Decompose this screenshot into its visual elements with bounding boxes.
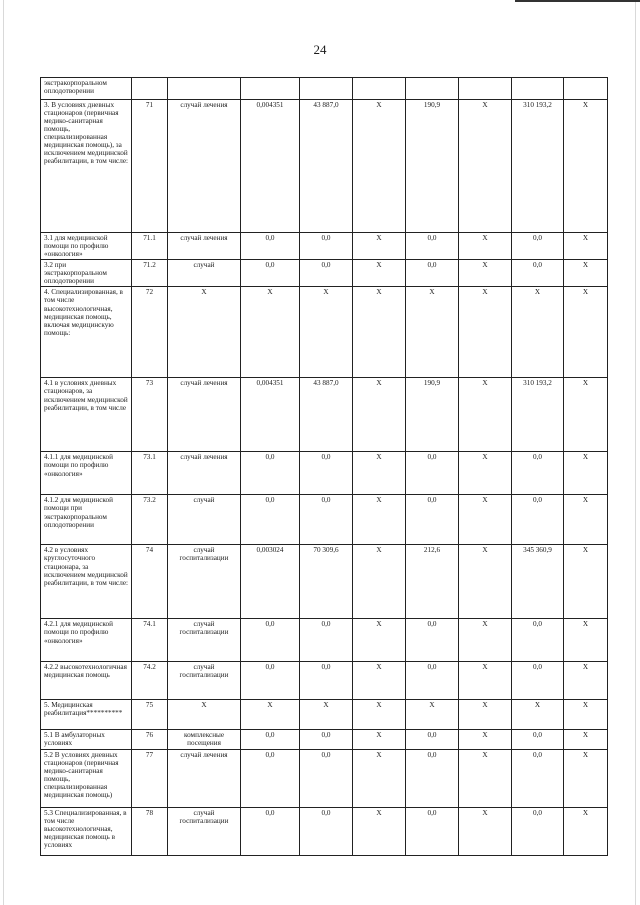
cell-value-4: 190,9	[406, 378, 459, 452]
cell-code: 73.1	[132, 452, 168, 495]
cell-name: 4.2 в условиях круглосуточного стационара, за исключением медицинской реабилитации, в том числе:	[41, 545, 132, 619]
cell-code: 76	[132, 730, 168, 749]
cell-name: 5.1 В амбулаторных условиях	[41, 730, 132, 749]
cell-unit: случай госпитализации	[168, 807, 241, 855]
cell-value-6	[512, 78, 564, 100]
cell-value-1: X	[241, 287, 300, 378]
cell-value-2: 0,0	[300, 452, 353, 495]
cell-value-5: X	[459, 545, 512, 619]
cell-unit	[168, 78, 241, 100]
cell-value-6: 0,0	[512, 749, 564, 807]
cell-value-5	[459, 78, 512, 100]
cell-value-7: X	[564, 662, 608, 700]
cell-value-5: X	[459, 749, 512, 807]
cell-value-4: 0,0	[406, 662, 459, 700]
cell-name: 5.3 Специализированная, в том числе высокотехнологичная, медицинская помощь в условиях	[41, 807, 132, 855]
cell-value-5: X	[459, 730, 512, 749]
cell-value-6: 0,0	[512, 730, 564, 749]
cell-value-4: X	[406, 287, 459, 378]
table-row	[41, 730, 608, 749]
cell-value-1: 0,004351	[241, 378, 300, 452]
cell-value-7: X	[564, 700, 608, 730]
table-row	[41, 287, 608, 378]
cell-unit: случай лечения	[168, 452, 241, 495]
cell-code: 71.1	[132, 233, 168, 260]
cell-value-4: 0,0	[406, 233, 459, 260]
cell-value-2: 0,0	[300, 495, 353, 545]
cell-unit: случай лечения	[168, 378, 241, 452]
cell-name: 4.1.2 для медицинской помощи при экстракорпоральном оплодотворении	[41, 495, 132, 545]
cell-value-4: 0,0	[406, 619, 459, 662]
cell-name: 5.2 В условиях дневных стационаров (первичная медико-санитарная помощь, специализированная медицинская помощь)	[41, 749, 132, 807]
cell-value-4: 0,0	[406, 749, 459, 807]
cell-name: 4.1 в условиях дневных стационаров, за исключением медицинской реабилитации, в том числе	[41, 378, 132, 452]
cell-code: 72	[132, 287, 168, 378]
cell-value-4	[406, 78, 459, 100]
table-row	[41, 700, 608, 730]
cell-name: 5. Медицинская реабилитация**********	[41, 700, 132, 730]
cell-value-7: X	[564, 287, 608, 378]
cell-value-4: 0,0	[406, 807, 459, 855]
cell-unit: случай госпитализации	[168, 545, 241, 619]
cell-value-7: X	[564, 495, 608, 545]
cell-unit: X	[168, 287, 241, 378]
financing-table	[40, 77, 608, 856]
cell-value-7: X	[564, 730, 608, 749]
cell-value-6: 345 360,9	[512, 545, 564, 619]
cell-value-3: X	[353, 378, 406, 452]
cell-name: 4.2.1 для медицинской помощи по профилю «онкология»	[41, 619, 132, 662]
cell-value-4: 0,0	[406, 495, 459, 545]
cell-value-1: 0,0	[241, 807, 300, 855]
cell-value-3: X	[353, 662, 406, 700]
table-row	[41, 452, 608, 495]
cell-value-4: 212,6	[406, 545, 459, 619]
cell-value-3: X	[353, 233, 406, 260]
cell-value-1: 0,004351	[241, 100, 300, 233]
cell-value-5: X	[459, 619, 512, 662]
cell-value-5: X	[459, 233, 512, 260]
cell-value-1: 0,0	[241, 730, 300, 749]
cell-code: 73.2	[132, 495, 168, 545]
cell-value-3: X	[353, 545, 406, 619]
cell-code: 73	[132, 378, 168, 452]
cell-value-3	[353, 78, 406, 100]
cell-value-2: 0,0	[300, 233, 353, 260]
cell-code	[132, 78, 168, 100]
cell-name: 4. Специализированная, в том числе высокотехнологичная, медицинская помощь, включая медицинскую помощь:	[41, 287, 132, 378]
cell-unit: случай лечения	[168, 233, 241, 260]
cell-unit: случай	[168, 495, 241, 545]
cell-code: 71	[132, 100, 168, 233]
cell-value-3: X	[353, 260, 406, 287]
cell-value-6: 310 193,2	[512, 378, 564, 452]
cell-value-3: X	[353, 807, 406, 855]
cell-value-6: 0,0	[512, 452, 564, 495]
cell-value-2: X	[300, 700, 353, 730]
cell-value-2: 0,0	[300, 730, 353, 749]
cell-unit: комплексные посещения	[168, 730, 241, 749]
cell-unit: случай лечения	[168, 100, 241, 233]
cell-value-2: 0,0	[300, 749, 353, 807]
cell-value-5: X	[459, 495, 512, 545]
cell-value-5: X	[459, 100, 512, 233]
cell-value-1: X	[241, 700, 300, 730]
cell-value-2: X	[300, 287, 353, 378]
cell-value-7: X	[564, 100, 608, 233]
cell-unit: случай госпитализации	[168, 619, 241, 662]
cell-value-6: 0,0	[512, 260, 564, 287]
cell-value-7	[564, 78, 608, 100]
table-body	[41, 78, 608, 856]
cell-value-6: 0,0	[512, 495, 564, 545]
cell-value-2: 43 887,0	[300, 100, 353, 233]
cell-name: экстракорпоральном оплодотворении	[41, 78, 132, 100]
cell-value-7: X	[564, 260, 608, 287]
cell-value-1: 0,0	[241, 452, 300, 495]
page-edge-left	[3, 0, 4, 905]
cell-name: 3.2 при экстракорпоральном оплодотворении	[41, 260, 132, 287]
cell-value-2: 0,0	[300, 807, 353, 855]
cell-unit: X	[168, 700, 241, 730]
cell-name: 4.2.2 высокотехнологичная медицинская помощь	[41, 662, 132, 700]
cell-value-4: 190,9	[406, 100, 459, 233]
cell-value-1: 0,0	[241, 619, 300, 662]
cell-name: 4.1.1 для медицинской помощи по профилю «онкология»	[41, 452, 132, 495]
cell-value-4: 0,0	[406, 730, 459, 749]
cell-value-3: X	[353, 619, 406, 662]
cell-value-6: 0,0	[512, 233, 564, 260]
cell-value-7: X	[564, 619, 608, 662]
cell-value-2: 70 309,6	[300, 545, 353, 619]
cell-value-6: X	[512, 700, 564, 730]
cell-value-5: X	[459, 700, 512, 730]
table-row	[41, 619, 608, 662]
cell-value-7: X	[564, 807, 608, 855]
cell-code: 74.1	[132, 619, 168, 662]
page-edge-right	[635, 0, 636, 905]
cell-value-6: 0,0	[512, 662, 564, 700]
scan-corner-mark	[515, 0, 640, 6]
cell-value-2: 0,0	[300, 619, 353, 662]
cell-value-3: X	[353, 287, 406, 378]
cell-value-1: 0,0	[241, 260, 300, 287]
cell-value-2: 0,0	[300, 260, 353, 287]
cell-value-3: X	[353, 495, 406, 545]
cell-value-5: X	[459, 378, 512, 452]
page-number: 24	[313, 42, 327, 57]
cell-value-5: X	[459, 662, 512, 700]
cell-value-4: 0,0	[406, 260, 459, 287]
cell-code: 74.2	[132, 662, 168, 700]
table-row	[41, 807, 608, 855]
cell-name: 3.1 для медицинской помощи по профилю «онкология»	[41, 233, 132, 260]
cell-value-7: X	[564, 749, 608, 807]
table-row	[41, 260, 608, 287]
table-row	[41, 495, 608, 545]
cell-value-2	[300, 78, 353, 100]
cell-value-3: X	[353, 452, 406, 495]
cell-value-6: 0,0	[512, 807, 564, 855]
cell-value-1: 0,0	[241, 233, 300, 260]
cell-value-1: 0,0	[241, 495, 300, 545]
cell-value-1: 0,0	[241, 662, 300, 700]
cell-value-1	[241, 78, 300, 100]
table-row	[41, 545, 608, 619]
cell-value-7: X	[564, 452, 608, 495]
table-row	[41, 662, 608, 700]
table-row	[41, 233, 608, 260]
cell-code: 77	[132, 749, 168, 807]
cell-unit: случай	[168, 260, 241, 287]
cell-value-1: 0,0	[241, 749, 300, 807]
cell-value-3: X	[353, 100, 406, 233]
table-row	[41, 749, 608, 807]
cell-code: 75	[132, 700, 168, 730]
cell-value-5: X	[459, 807, 512, 855]
cell-value-2: 0,0	[300, 662, 353, 700]
cell-value-4: 0,0	[406, 452, 459, 495]
cell-value-6: X	[512, 287, 564, 378]
cell-value-2: 43 887,0	[300, 378, 353, 452]
table-row	[41, 78, 608, 100]
cell-value-4: X	[406, 700, 459, 730]
cell-code: 74	[132, 545, 168, 619]
cell-code: 71.2	[132, 260, 168, 287]
cell-value-7: X	[564, 233, 608, 260]
cell-unit: случай госпитализации	[168, 662, 241, 700]
cell-value-3: X	[353, 730, 406, 749]
cell-value-5: X	[459, 452, 512, 495]
cell-value-5: X	[459, 260, 512, 287]
table-row	[41, 100, 608, 233]
cell-value-3: X	[353, 700, 406, 730]
cell-name: 3. В условиях дневных стационаров (первичная медико-санитарная помощь, специализированная медицинская помощь), за исключением медицинской реабилитации, в том числе:	[41, 100, 132, 233]
cell-value-3: X	[353, 749, 406, 807]
cell-code: 78	[132, 807, 168, 855]
table-row	[41, 378, 608, 452]
cell-value-7: X	[564, 545, 608, 619]
cell-value-5: X	[459, 287, 512, 378]
cell-value-6: 0,0	[512, 619, 564, 662]
cell-value-7: X	[564, 378, 608, 452]
cell-unit: случай лечения	[168, 749, 241, 807]
cell-value-1: 0,003024	[241, 545, 300, 619]
cell-value-6: 310 193,2	[512, 100, 564, 233]
